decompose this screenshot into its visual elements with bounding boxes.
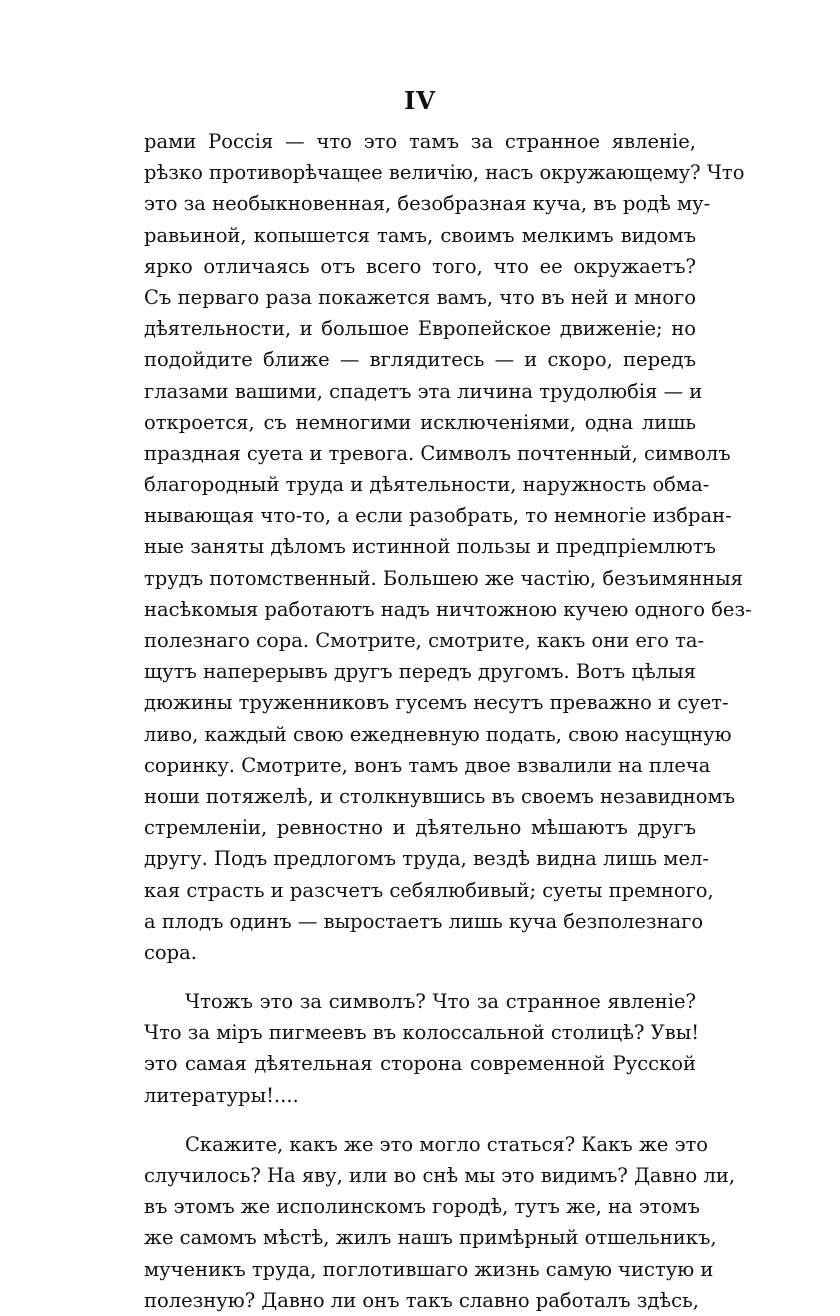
text-line: насѣкомыя работаютъ надъ ничтожною кучею одного без-	[144, 597, 752, 621]
text-line: а плодъ одинъ — выростаетъ лишь куча безполезнаго	[144, 909, 704, 933]
text-line: сора.	[144, 940, 197, 964]
text-line: откроется, съ немногими исключеніями, одна лишь	[144, 410, 696, 434]
text-line: глазами вашими, спадетъ эта личина трудолюбія — и	[144, 379, 703, 403]
text-line: это самая дѣятельная сторона современной Русской	[144, 1052, 696, 1076]
text-line: равьиной, копышется тамъ, своимъ мелкимъ видомъ	[144, 223, 696, 247]
text-line: другу. Подъ предлогомъ труда, вездѣ видна лишь мел-	[144, 847, 709, 871]
paragraph-gap	[144, 1111, 696, 1129]
text-line: въ этомъ же исполинскомъ городѣ, тутъ же, на этомъ	[144, 1195, 700, 1219]
paragraph-gap	[144, 968, 696, 986]
text-line: дюжины труженниковъ гусемъ несутъ преважно и сует-	[144, 691, 729, 715]
text-line: ливо, каждый свою ежедневную подать, свою насущную	[144, 722, 732, 746]
text-line: рѣзко противорѣчащее величію, насъ окружающему? Что	[144, 161, 745, 185]
text-line: благородный труда и дѣятельности, наружность обма-	[144, 473, 710, 497]
text-line: литературы!....	[144, 1083, 299, 1107]
text-line: мученикъ труда, поглотившаго жизнь самую чистую и	[144, 1257, 714, 1281]
text-line: полезнаго сора. Смотрите, смотрите, какъ они его та-	[144, 629, 705, 652]
text-line: щутъ наперерывъ другъ передъ другомъ. Вотъ цѣлыя	[144, 660, 696, 684]
text-line: Что за міръ пигмеевъ въ колоссальной столицѣ? Увы!	[144, 1021, 700, 1045]
text-line: Скажите, какъ же это могло статься? Какъ же это	[185, 1132, 709, 1156]
text-line: полезную? Давно ли онъ такъ славно работалъ здѣсь,	[144, 1288, 699, 1312]
text-line: ярко отличаясь отъ всего того, что ее окружаетъ?	[144, 254, 696, 278]
text-line: рами Россія — что это тамъ за странное явленіе,	[144, 130, 696, 153]
text-line: это за необыкновенная, безобразная куча, въ родѣ му-	[144, 192, 711, 216]
text-line: ноши потяжелѣ, и столкнувшись въ своемъ незавидномъ	[144, 784, 736, 808]
text-line: Съ перваго раза покажется вамъ, что въ ней и много	[144, 285, 696, 309]
text-line: Чтожъ это за символъ? Что за странное явленіе?	[185, 990, 696, 1014]
text-line: дѣятельности, и большое Европейское движеніе; но	[144, 317, 696, 341]
text-line: праздная суета и тревога. Символъ почтенный, символъ	[144, 441, 731, 465]
text-line: нывающая что-то, а если разобрать, то немногіе избран-	[144, 504, 732, 528]
text-line: стремленіи, ревностно и дѣятельно мѣшаютъ другъ	[144, 816, 696, 840]
text-line: случилось? На яву, или во снѣ мы это видимъ? Давно ли,	[144, 1164, 736, 1187]
page-number: IV	[404, 86, 436, 115]
body-text	[144, 126, 752, 1316]
text-line: же самомъ мѣстѣ, жилъ нашъ примѣрный отшельникъ,	[144, 1226, 717, 1250]
text-line: соринку. Смотрите, вонъ тамъ двое взвалили на плеча	[144, 753, 711, 777]
text-line: кая страсть и разсчетъ себялюбивый; суеты премного,	[144, 878, 714, 902]
text-line: подойдите ближе — вглядитесь — и скоро, передъ	[144, 348, 696, 372]
text-line: ные заняты дѣломъ истинной пользы и предпріемлютъ	[144, 535, 716, 559]
text-line: трудъ потомственный. Большею же частію, безъимянныя	[144, 566, 743, 590]
